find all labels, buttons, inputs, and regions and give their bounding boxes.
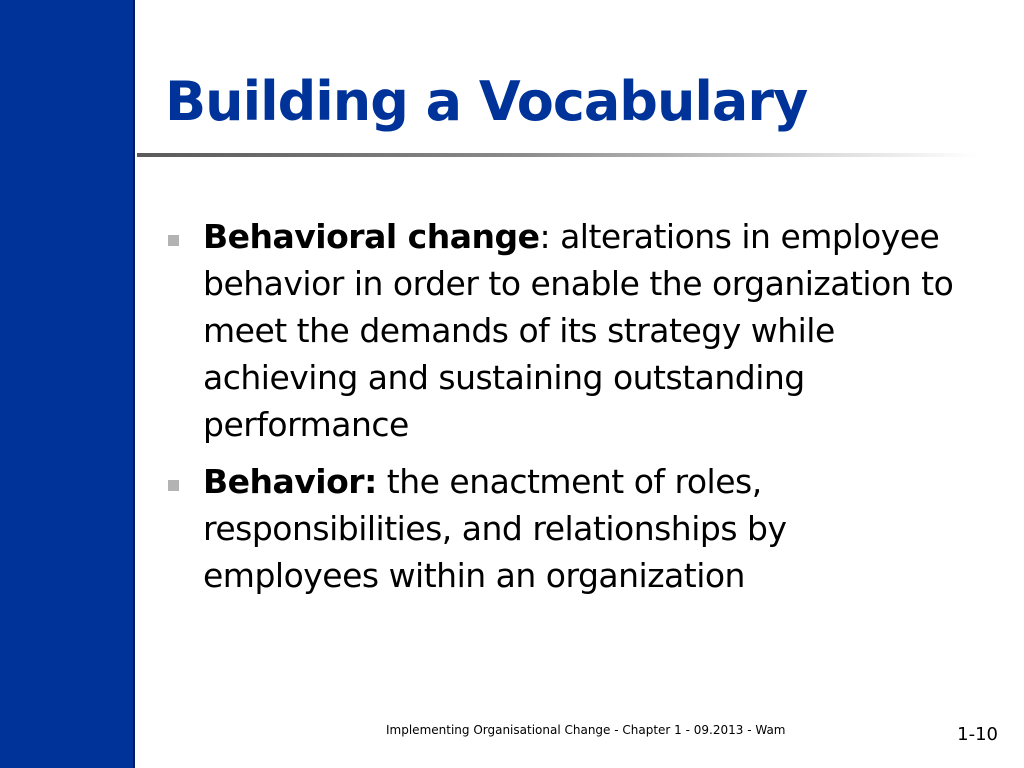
slide-number: 1-10 [957,724,998,745]
square-bullet-icon [168,235,179,246]
slide-footer: Implementing Organisational Change - Chapter 1 - 09.2013 - Wam [386,723,786,737]
bullet-definition: the enactment of roles, responsibilities, and relationships by employees within an organization [203,462,797,595]
bullet-definition: alterations in employee behavior in order to enable the organization to meet the demands of its strategy while achieving and sustaining outstanding performance [203,217,964,444]
bullet-item [165,213,965,448]
bullet-term: Behavior: [203,462,377,501]
title-divider [137,153,977,157]
bullet-term: Behavioral change [203,217,540,256]
bullet-separator: : [539,217,551,256]
bullet-item [165,458,965,599]
side-bar [0,0,135,768]
square-bullet-icon [168,480,179,491]
slide-title: Building a Vocabulary [165,70,808,133]
bullet-list [165,213,965,609]
